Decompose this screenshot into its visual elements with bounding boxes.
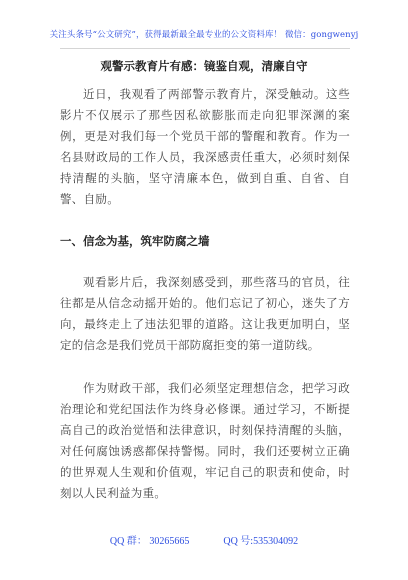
header-divider [60, 48, 350, 49]
body-paragraph: 作为财政干部，我们必须坚定理想信念，把学习政治理论和党纪国法作为终身必修课。通过学习，不断提高自己的政治觉悟和法律意识，时刻保持清醒的头脑，对任何腐蚀诱惑都保持警惕。同时，我们还要树立正确的世界观人生观和价值观，牢记自己的职责和使命，时刻以人民利益为重。 [60, 381, 350, 500]
section-heading: 一、信念为基，筑牢防腐之墙 [60, 234, 210, 248]
body-paragraph: 观看影片后，我深刻感受到，那些落马的官员，往往都是从信念动摇开始的。他们忘记了初心，迷失了方向，最终走上了违法犯罪的道路。这让我更加明白，坚定的信念是我们党员干部防腐拒变的第一道防线。 [60, 275, 350, 352]
document-body [60, 84, 350, 526]
document-title: 观警示教育片有感：镜鉴自观，清廉自守 [100, 59, 308, 73]
header-note: 关注头条号“公文研究”，获得最新最全最专业的公文资料库！ 微信：gongwenyj [49, 30, 359, 40]
footer-qq-number: QQ 号:535304092 [223, 536, 299, 547]
footer-qq-group: QQ 群： 30265665 [109, 536, 190, 547]
intro-paragraph: 近日，我观看了两部警示教育片，深受触动。这些影片不仅展示了那些因私欲膨胀而走向犯罪深渊的案例，更是对我们每一个党员干部的警醒和教育。作为一名县财政局的工作人员，我深感责任重大，必须时刻保持清醒的头脑，坚守清廉本色，做到自重、自省、自警、自励。 [60, 87, 350, 206]
footer-contact [0, 532, 408, 547]
